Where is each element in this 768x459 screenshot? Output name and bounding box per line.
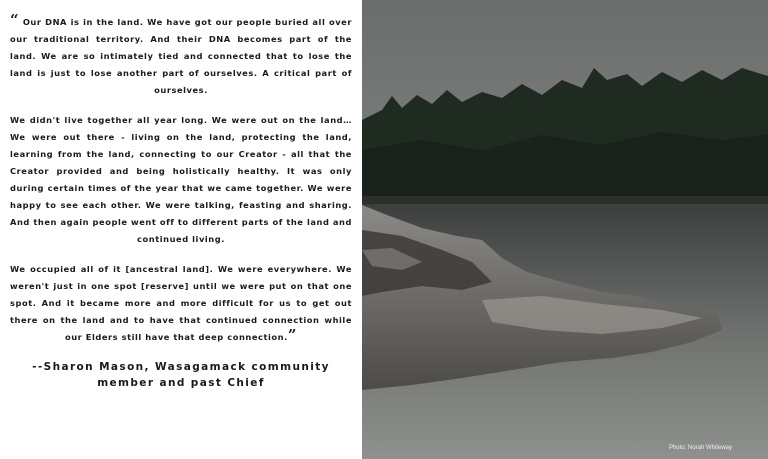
attribution xyxy=(10,359,352,391)
quote-paragraph-3-text: We occupied all of it [ancestral land]. We were everywhere. We weren't just in one spot [reserve] until we were put on that one spot. And it became more and more difficult for us to get out there on the land and to have that continued connection while our Elders still have that deep connection. xyxy=(10,264,352,342)
quote-paragraph-3 xyxy=(10,261,352,346)
quote-paragraph-2: We didn't live together all year long. We were out on the land… We were out there - living on the land, protecting the land, learning from the land, connecting to our Creator - all that the Creator provided and being holistically healthy. It was only during certain times of the year that we came together. We were happy to see each other. We were talking, feasting and sharing. And then again people went off to different parts of the land and continued living. xyxy=(10,115,352,244)
lake-scene-image xyxy=(362,0,768,459)
far-shoreline xyxy=(362,196,768,204)
open-quote-mark: “ xyxy=(10,11,20,29)
attribution-line-2: member and past Chief xyxy=(97,377,265,389)
quote-paragraph-1-text: Our DNA is in the land. We have got our people buried all over our traditional territory. And their DNA becomes part of the land. We are so intimately tied and connected that to lose the land is just to lose another part of ourselves. A critical part of ourselves. xyxy=(10,17,352,95)
quote-paragraph-1 xyxy=(10,11,352,99)
forest-shadow xyxy=(362,132,768,205)
photo-credit: Photo: Norah Whiteway xyxy=(668,445,732,451)
quote-panel xyxy=(0,0,362,459)
close-quote-mark: ” xyxy=(287,326,298,344)
lake-photo xyxy=(362,0,768,459)
attribution-line-1: --Sharon Mason, Wasagamack community xyxy=(32,361,330,373)
